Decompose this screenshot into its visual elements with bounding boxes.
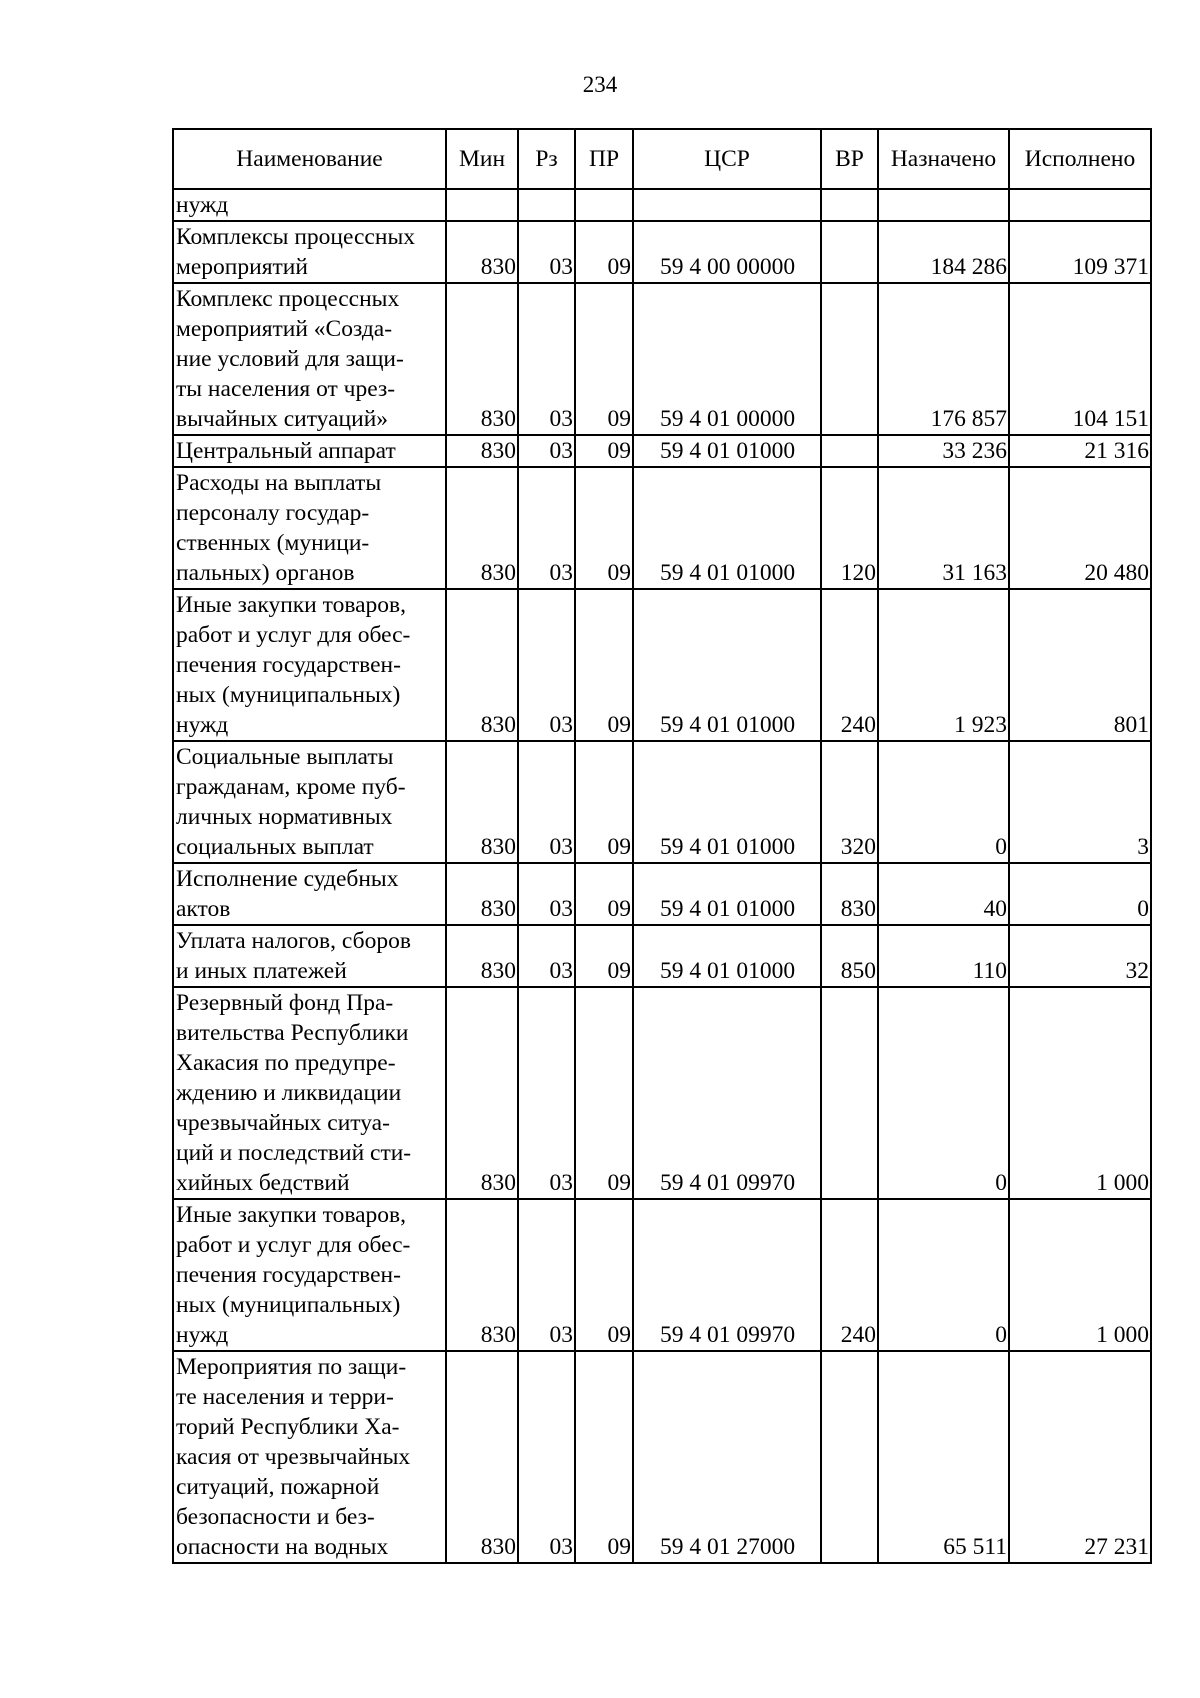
cell-min: 830 [446,925,518,987]
header-min: Мин [446,129,518,189]
cell-csr: 59 4 01 01000 [633,925,821,987]
cell-vr: 240 [821,589,878,741]
header-csr: ЦСР [633,129,821,189]
cell-executed: 20 480 [1009,467,1151,589]
cell-min [446,189,518,221]
table-body [173,189,1151,1563]
table-row [173,467,1151,589]
table-row [173,589,1151,741]
cell-rz: 03 [518,1351,575,1563]
cell-csr: 59 4 01 00000 [633,283,821,435]
cell-min: 830 [446,1351,518,1563]
cell-rz: 03 [518,987,575,1199]
cell-pr: 09 [575,435,633,467]
cell-assigned: 33 236 [878,435,1009,467]
header-rz: Рз [518,129,575,189]
cell-vr [821,987,878,1199]
table-row [173,435,1151,467]
cell-vr [821,435,878,467]
cell-assigned: 184 286 [878,221,1009,283]
cell-min: 830 [446,987,518,1199]
cell-vr [821,189,878,221]
cell-pr: 09 [575,1199,633,1351]
cell-vr [821,1351,878,1563]
cell-assigned: 1 923 [878,589,1009,741]
cell-assigned: 31 163 [878,467,1009,589]
cell-rz: 03 [518,589,575,741]
cell-name: Комплекс процессных мероприятий «Созда- ние условий для защи- ты населения от чрез- вычайных ситуаций» [173,283,446,435]
cell-executed [1009,189,1151,221]
cell-name: Резервный фонд Пра- вительства Республики Хакасия по предупре- ждению и ликвидации чрезвычайных ситуа- ций и последствий сти- хийных бедствий [173,987,446,1199]
cell-min: 830 [446,741,518,863]
table-row [173,189,1151,221]
cell-assigned: 176 857 [878,283,1009,435]
cell-rz: 03 [518,435,575,467]
cell-vr: 320 [821,741,878,863]
cell-assigned: 110 [878,925,1009,987]
cell-assigned: 40 [878,863,1009,925]
cell-executed: 32 [1009,925,1151,987]
table-row [173,925,1151,987]
cell-vr [821,283,878,435]
cell-executed: 104 151 [1009,283,1151,435]
cell-name: Иные закупки товаров, работ и услуг для обес- печения государствен- ных (муниципальных) нужд [173,1199,446,1351]
cell-assigned: 65 511 [878,1351,1009,1563]
cell-csr [633,189,821,221]
cell-executed: 801 [1009,589,1151,741]
cell-name: Исполнение судебных актов [173,863,446,925]
cell-pr: 09 [575,221,633,283]
cell-csr: 59 4 01 09970 [633,987,821,1199]
cell-vr: 830 [821,863,878,925]
cell-vr: 850 [821,925,878,987]
cell-rz: 03 [518,863,575,925]
page-number: 234 [582,72,618,97]
cell-executed: 27 231 [1009,1351,1151,1563]
cell-min: 830 [446,1199,518,1351]
table-row [173,1199,1151,1351]
cell-rz: 03 [518,925,575,987]
cell-rz [518,189,575,221]
cell-vr: 120 [821,467,878,589]
header-name: Наименование [173,129,446,189]
cell-min: 830 [446,435,518,467]
table-row [173,221,1151,283]
cell-name: Расходы на выплаты персоналу государ- ственных (муници- пальных) органов [173,467,446,589]
cell-csr: 59 4 01 01000 [633,863,821,925]
table-row [173,283,1151,435]
cell-name: Комплексы процессных мероприятий [173,221,446,283]
cell-rz: 03 [518,741,575,863]
cell-rz: 03 [518,221,575,283]
header-assigned: Назначено [878,129,1009,189]
cell-min: 830 [446,863,518,925]
cell-min: 830 [446,589,518,741]
cell-vr: 240 [821,1199,878,1351]
table-header-row [173,129,1151,189]
cell-min: 830 [446,221,518,283]
cell-executed: 3 [1009,741,1151,863]
cell-executed: 21 316 [1009,435,1151,467]
cell-pr: 09 [575,987,633,1199]
cell-rz: 03 [518,1199,575,1351]
cell-csr: 59 4 01 01000 [633,467,821,589]
cell-pr: 09 [575,1351,633,1563]
cell-csr: 59 4 01 01000 [633,741,821,863]
cell-assigned [878,189,1009,221]
cell-csr: 59 4 01 09970 [633,1199,821,1351]
cell-csr: 59 4 00 00000 [633,221,821,283]
cell-csr: 59 4 01 01000 [633,589,821,741]
cell-csr: 59 4 01 01000 [633,435,821,467]
header-executed: Исполнено [1009,129,1151,189]
cell-executed: 1 000 [1009,1199,1151,1351]
cell-min: 830 [446,283,518,435]
cell-name: Уплата налогов, сборов и иных платежей [173,925,446,987]
cell-assigned: 0 [878,741,1009,863]
cell-csr: 59 4 01 27000 [633,1351,821,1563]
cell-executed: 1 000 [1009,987,1151,1199]
cell-pr: 09 [575,467,633,589]
cell-assigned: 0 [878,987,1009,1199]
table-row [173,863,1151,925]
cell-name: Иные закупки товаров, работ и услуг для обес- печения государствен- ных (муниципальных) нужд [173,589,446,741]
table-row [173,987,1151,1199]
cell-executed: 109 371 [1009,221,1151,283]
cell-rz: 03 [518,467,575,589]
cell-pr [575,189,633,221]
cell-pr: 09 [575,589,633,741]
cell-name: Центральный аппарат [173,435,446,467]
cell-min: 830 [446,467,518,589]
table-row [173,1351,1151,1563]
header-vr: ВР [821,129,878,189]
budget-table [172,128,1152,1564]
table-row [173,741,1151,863]
cell-rz: 03 [518,283,575,435]
cell-assigned: 0 [878,1199,1009,1351]
header-pr: ПР [575,129,633,189]
cell-executed: 0 [1009,863,1151,925]
cell-name: Мероприятия по защи- те населения и терри- торий Республики Ха- касия от чрезвычайных ситуаций, пожарной безопасности и без- опасности на водных [173,1351,446,1563]
cell-name: Социальные выплаты гражданам, кроме пуб- личных нормативных социальных выплат [173,741,446,863]
cell-vr [821,221,878,283]
cell-name: нужд [173,189,446,221]
cell-pr: 09 [575,283,633,435]
cell-pr: 09 [575,863,633,925]
cell-pr: 09 [575,741,633,863]
cell-pr: 09 [575,925,633,987]
